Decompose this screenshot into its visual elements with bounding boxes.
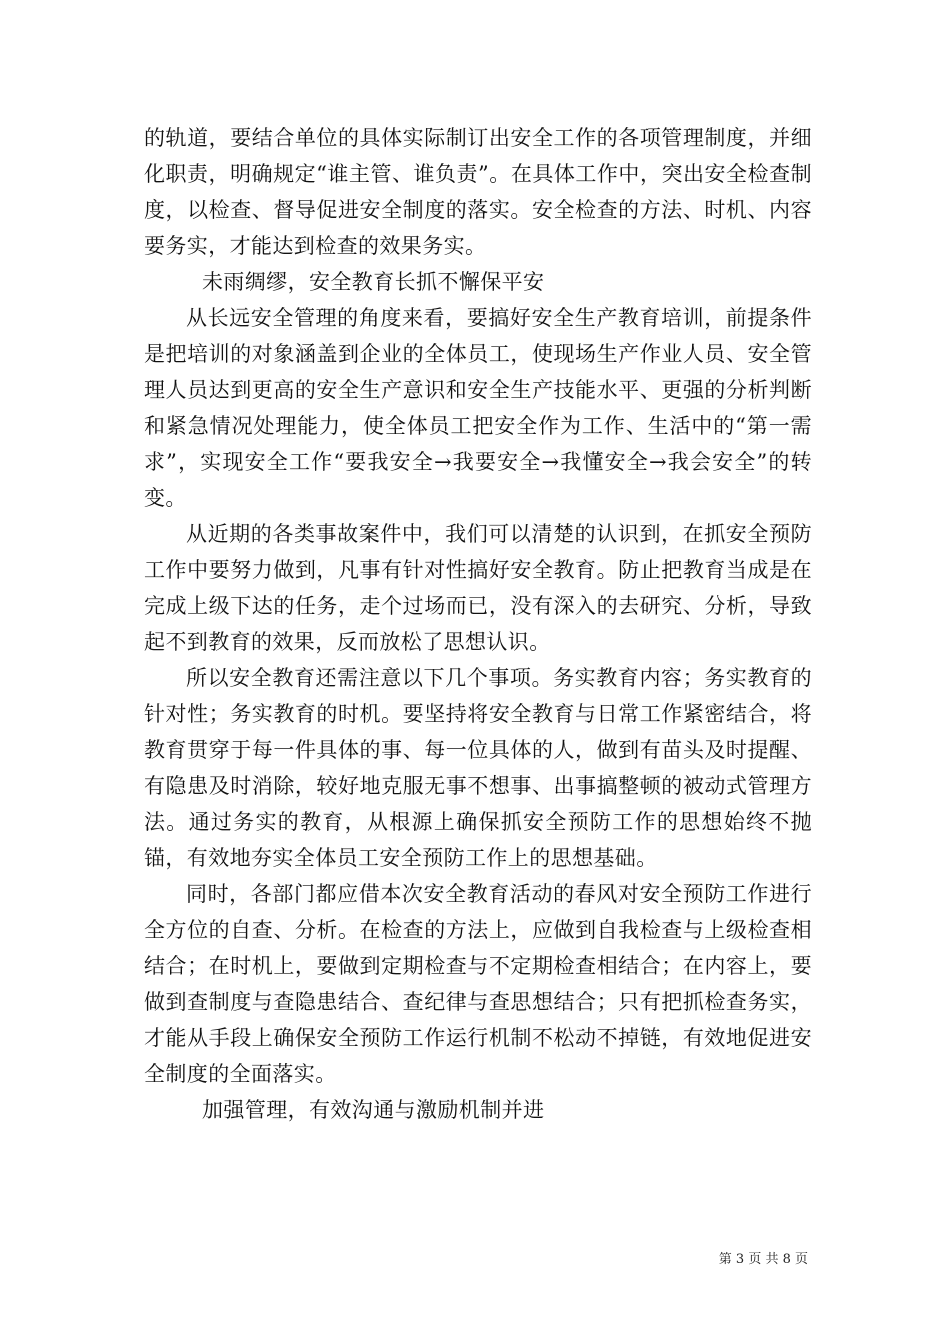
paragraph-education-notes: 所以安全教育还需注意以下几个事项。务实教育内容；务实教育的针对性；务实教育的时机。要坚持将安全教育与日常工作紧密结合，将教育贯穿于每一件具体的事、每一位具体的人，做到有苗头及时提醒、有隐患及时消除，较好地克服无事不想事、出事搞整顿的被动式管理方法。通过务实的教育，从根源上确保抓安全预防工作的思想始终不抛锚，有效地夯实全体员工安全预防工作上的思想基础。: [144, 666, 812, 870]
section-heading-management: 加强管理，有效沟通与激励机制并进: [202, 1098, 545, 1122]
paragraph-recent-accidents: 从近期的各类事故案件中，我们可以清楚的认识到，在抓安全预防工作中要努力做到，凡事有针对性搞好安全教育。防止把教育当成是在完成上级下达的任务，走个过场而已，没有深入的去研究、分析，导致起不到教育的效果，反而放松了思想认识。: [144, 522, 812, 654]
paragraph-self-inspection: 同时，各部门都应借本次安全教育活动的春风对安全预防工作进行全方位的自查、分析。在检查的方法上，应做到自我检查与上级检查相结合；在时机上，要做到定期检查与不定期检查相结合；在内容上，要做到查制度与查隐患结合、查纪律与查思想结合；只有把抓检查务实，才能从手段上确保安全预防工作运行机制不松动不掉链，有效地促进安全制度的全面落实。: [144, 882, 812, 1086]
section-heading-safety-education: 未雨绸缪，安全教育长抓不懈保平安: [202, 270, 545, 294]
document-body: [144, 120, 812, 1128]
page-number-footer: 第 3 页 共 8 页: [718, 1252, 808, 1267]
paragraph-long-term-training: 从长远安全管理的角度来看，要搞好安全生产教育培训，前提条件是把培训的对象涵盖到企业的全体员工，使现场生产作业人员、安全管理人员达到更高的安全生产意识和安全生产技能水平、更强的分析判断和紧急情况处理能力，使全体员工把安全作为工作、生活中的“第一需求”，实现安全工作“要我安全→我要安全→我懂安全→我会安全”的转变。: [144, 306, 812, 510]
paragraph-continuation: 的轨道，要结合单位的具体实际制订出安全工作的各项管理制度，并细化职责，明确规定“谁主管、谁负责”。在具体工作中，突出安全检查制度，以检查、督导促进安全制度的落实。安全检查的方法、时机、内容要务实，才能达到检查的效果务实。: [144, 126, 812, 258]
